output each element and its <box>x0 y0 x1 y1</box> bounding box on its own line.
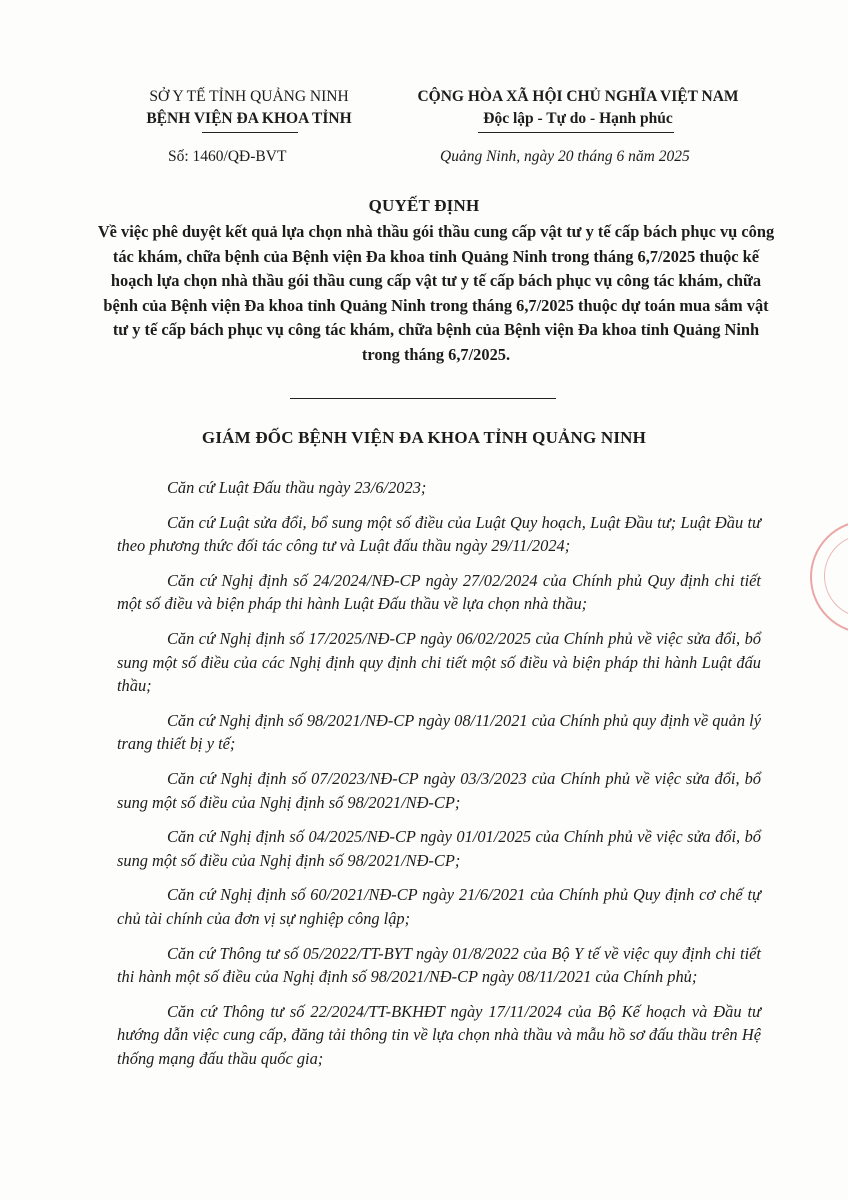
nation-line-2: Độc lập - Tự do - Hạnh phúc <box>483 110 673 127</box>
legal-basis-item: Căn cứ Nghị định số 60/2021/NĐ-CP ngày 21/6/2021 của Chính phủ Quy định cơ chế tự chủ tài chính của đơn vị sự nghiệp công lập; <box>117 885 761 928</box>
legal-basis-item: Căn cứ Nghị định số 17/2025/NĐ-CP ngày 06/02/2025 của Chính phủ về việc sửa đổi, bổ sung một số điều của các Nghị định quy định chi tiết một số điều và biện pháp thi hành Luật đấu thầu; <box>117 628 761 696</box>
legal-basis-item: Căn cứ Luật Đấu thầu ngày 23/6/2023; <box>167 478 427 497</box>
seal-inner-ring <box>824 534 848 618</box>
date-line: Quảng Ninh, ngày 20 tháng 6 năm 2025 <box>440 148 690 165</box>
legal-basis-item: Căn cứ Nghị định số 24/2024/NĐ-CP ngày 27/02/2024 của Chính phủ Quy định chi tiết một số điều và biện pháp thi hành Luật Đấu thầu về lựa chọn nhà thầu; <box>117 570 761 614</box>
legal-basis-item: Căn cứ Nghị định số 98/2021/NĐ-CP ngày 08/11/2021 của Chính phủ quy định về quản lý trang thiết bị y tế; <box>117 710 761 754</box>
legal-basis-item: Căn cứ Nghị định số 07/2023/NĐ-CP ngày 03/3/2023 của Chính phủ về việc sửa đổi, bổ sung một số điều của Nghị định số 98/2021/NĐ-CP; <box>117 768 761 812</box>
motto-underline <box>478 132 674 133</box>
nation-line-1: CỘNG HÒA XÃ HỘI CHỦ NGHĨA VIỆT NAM <box>417 88 739 105</box>
document-subject: Về việc phê duyệt kết quả lựa chọn nhà thầu gói thầu cung cấp vật tư y tế cấp bách phục vụ công tác khám, chữa bệnh của Bệnh viện Đa khoa tỉnh Quảng Ninh trong tháng 6,7/2025 thuộc kế hoạch lựa chọn nhà thầu gói thầu cung cấp vật tư y tế cấp bách phục vụ công tác khám, chữa bệnh của Bệnh viện Đa khoa tỉnh Quảng Ninh trong tháng 6,7/2025 thuộc dự toán mua sắm vật tư y tế cấp bách phục vụ công tác khám, chữa bệnh của Bệnh viện Đa khoa tỉnh Quảng Ninh trong tháng 6,7/2025. <box>97 222 775 364</box>
legal-basis-item: Căn cứ Luật sửa đổi, bổ sung một số điều của Luật Quy hoạch, Luật Đầu tư; Luật Đầu tư theo phương thức đối tác công tư và Luật đấu thầu ngày 29/11/2024; <box>117 512 761 556</box>
issuing-organization <box>118 86 380 130</box>
legal-basis-item: Căn cứ Thông tư số 22/2024/TT-BKHĐT ngày 17/11/2024 của Bộ Kế hoạch và Đầu tư hướng dẫn việc cung cấp, đăng tải thông tin về lựa chọn nhà thầu và mẫu hồ sơ đấu thầu trên Hệ thống mạng đấu thầu quốc gia; <box>117 1001 761 1068</box>
legal-basis-item: Căn cứ Nghị định số 04/2025/NĐ-CP ngày 01/01/2025 của Chính phủ về việc sửa đổi, bổ sung một số điều của Nghị định số 98/2021/NĐ-CP; <box>117 827 761 870</box>
director-heading: GIÁM ĐỐC BỆNH VIỆN ĐA KHOA TỈNH QUẢNG NINH <box>201 428 647 447</box>
national-motto <box>380 86 776 130</box>
org-line-1: SỞ Y TẾ TỈNH QUẢNG NINH <box>149 88 349 105</box>
document-number: Số: 1460/QĐ-BVT <box>168 148 287 165</box>
org-line-2: BỆNH VIỆN ĐA KHOA TỈNH <box>146 110 352 127</box>
document-title: QUYẾT ĐỊNH <box>368 196 480 215</box>
subject-underline <box>290 398 556 399</box>
legal-basis-item: Căn cứ Thông tư số 05/2022/TT-BYT ngày 01/8/2022 của Bộ Y tế về việc quy định chi tiết thi hành một số điều của Nghị định số 98/2021/NĐ-CP ngày 08/11/2021 của Chính phủ; <box>117 943 761 987</box>
red-seal-stamp <box>810 520 848 634</box>
legal-bases-list <box>117 476 761 1081</box>
org-underline <box>202 132 298 133</box>
